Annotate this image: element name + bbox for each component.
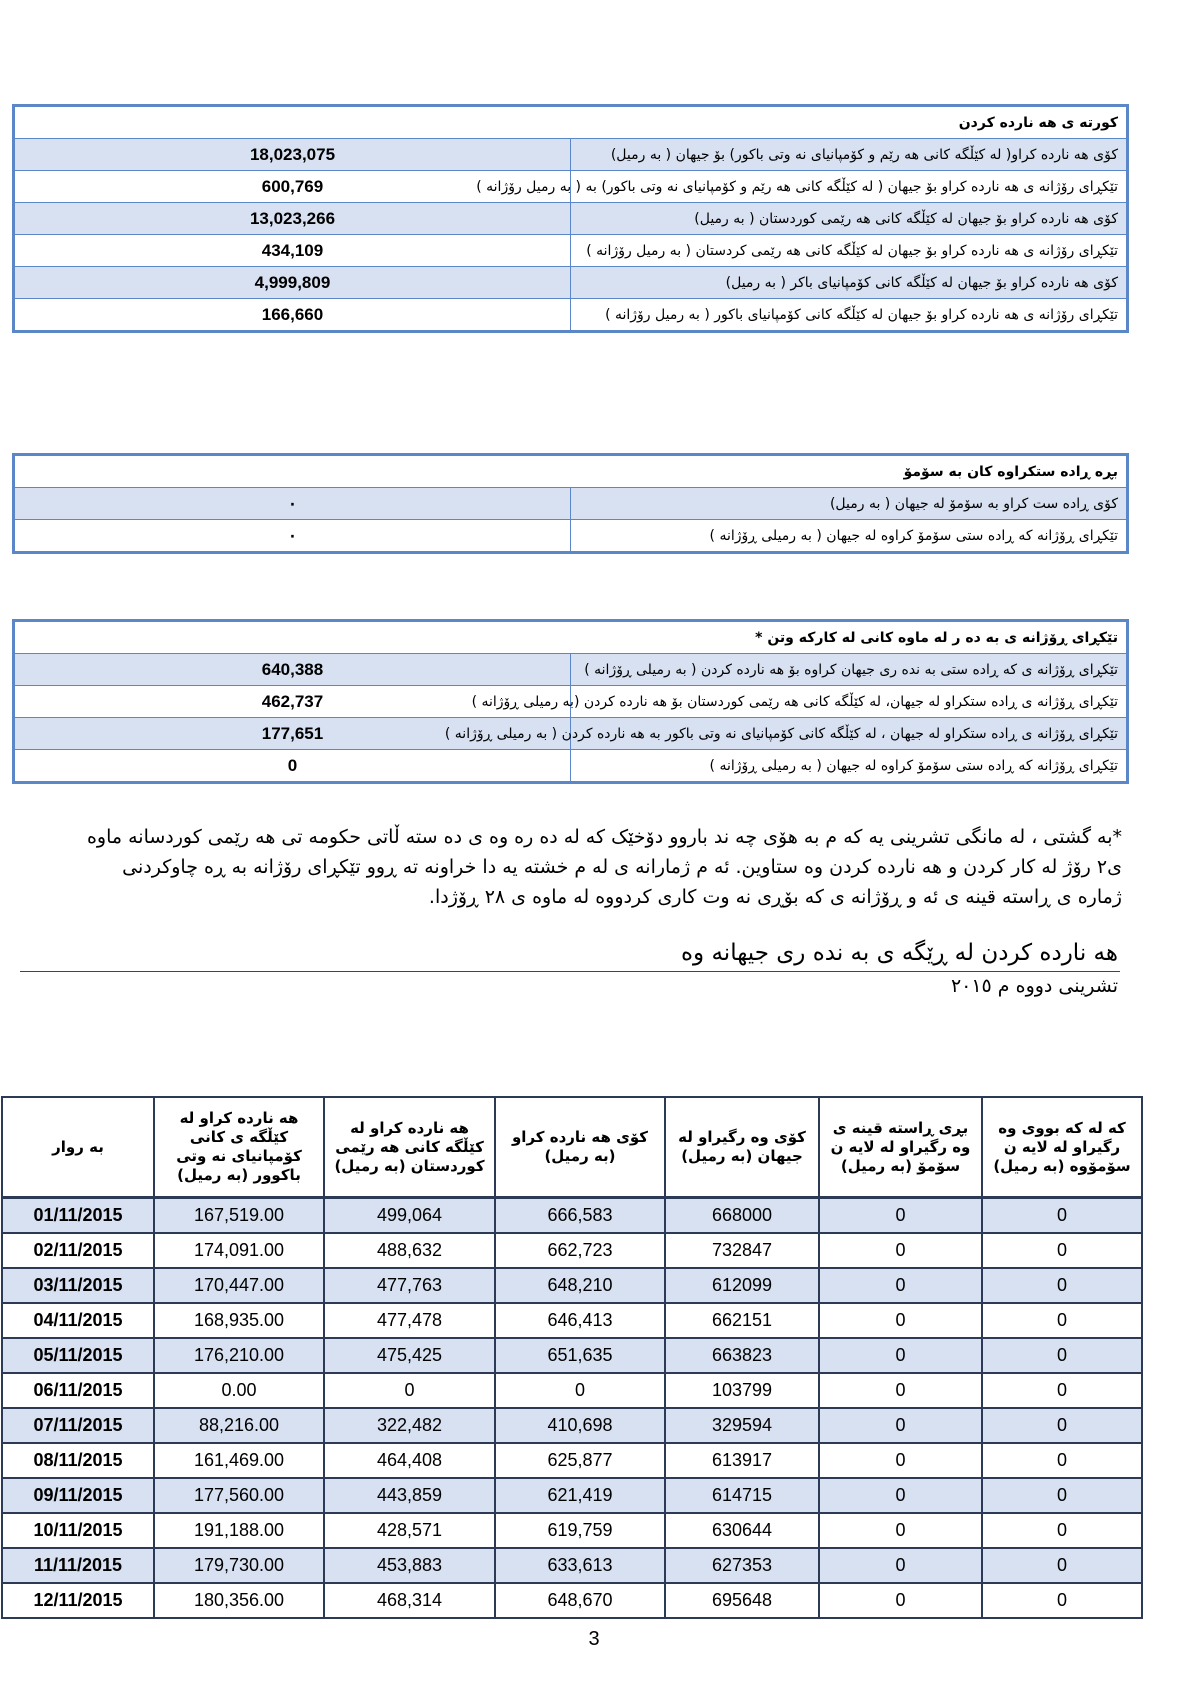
table-row: 18,023,075 کۆی هه ناردە کراو( له کێڵگه کانی هه رێم و کۆمپانیای نه وتی باکور) بۆ جیهان ( به رمیل) <box>15 139 1127 171</box>
value-cell: 666,583 <box>495 1198 665 1234</box>
value-cell: 0.00 <box>154 1373 324 1408</box>
value-cell: 0 <box>982 1513 1142 1548</box>
value-cell: 161,469.00 <box>154 1443 324 1478</box>
value-cell: 168,935.00 <box>154 1303 324 1338</box>
value-cell: 0 <box>819 1303 982 1338</box>
date-cell: 07/11/2015 <box>2 1408 154 1443</box>
delivered-title: بڕه ڕاده ستکراوه کان به سۆمۆ <box>15 456 1127 488</box>
header-received-ceyhan: کۆی وه رگیراو له جیهان (به رمیل) <box>665 1097 819 1198</box>
table-row: 166,660 تێکڕای رۆژانه ی هه ناردە کراو بۆ جیهان له کێڵگه کانی کۆمپانیای باکور ( به رمیل رۆژانه ) <box>15 299 1127 331</box>
value-cell: 0 <box>495 1373 665 1408</box>
value-cell: 614715 <box>665 1478 819 1513</box>
header-total-exported: کۆی هه ناردە کراو (به رمیل) <box>495 1097 665 1198</box>
header-somo-cumulative: که له که بووی وه رگیراو له لایه ن سۆمۆوه (به رمیل) <box>982 1097 1142 1198</box>
table-row <box>2 1198 1142 1234</box>
value-cell: 0 <box>819 1478 982 1513</box>
value-cell: 646,413 <box>495 1303 665 1338</box>
value-cell: 0 <box>982 1443 1142 1478</box>
value-cell: 648,670 <box>495 1583 665 1618</box>
table-row <box>2 1408 1142 1443</box>
header-date: به روار <box>2 1097 154 1198</box>
value-cell: 191,188.00 <box>154 1513 324 1548</box>
date-cell: 11/11/2015 <box>2 1548 154 1583</box>
date-cell: 05/11/2015 <box>2 1338 154 1373</box>
date-cell: 09/11/2015 <box>2 1478 154 1513</box>
header-krg-fields: هه ناردە کراو له کێڵگه کانی هه رێمی کوردستان (به رمیل) <box>324 1097 495 1198</box>
value-cell: 0 <box>982 1338 1142 1373</box>
daily-average-table <box>12 619 1129 784</box>
value-cell: 630644 <box>665 1513 819 1548</box>
value-cell: 633,613 <box>495 1548 665 1583</box>
table-row <box>2 1233 1142 1268</box>
value-cell: 103799 <box>665 1373 819 1408</box>
value-cell: 0 <box>819 1548 982 1583</box>
value-cell: 488,632 <box>324 1233 495 1268</box>
section-title: هه ناردە کردن له ڕێگه ی به نده ری جیهانه وه <box>681 940 1118 966</box>
value-cell: 176,210.00 <box>154 1338 324 1373</box>
value-cell: 0 <box>982 1233 1142 1268</box>
table-row: 462,737 تێکڕای ڕۆژانه ی ڕاده ستکراو له جیهان، له کێڵگه کانی هه رێمی کوردستان بۆ هه ناردە کردن (به رمیلی ڕۆژانه ) <box>15 686 1127 718</box>
value-cell: 0 <box>982 1408 1142 1443</box>
value-cell: 0 <box>982 1303 1142 1338</box>
value-cell: 0 <box>819 1233 982 1268</box>
value-cell: 732847 <box>665 1233 819 1268</box>
value-cell: 0 <box>982 1583 1142 1618</box>
date-cell: 01/11/2015 <box>2 1198 154 1234</box>
value-cell: 695648 <box>665 1583 819 1618</box>
value-cell: 468,314 <box>324 1583 495 1618</box>
table-row <box>2 1548 1142 1583</box>
value-cell: 464,408 <box>324 1443 495 1478</box>
date-cell: 10/11/2015 <box>2 1513 154 1548</box>
value-cell: 179,730.00 <box>154 1548 324 1583</box>
table-row: 4,999,809 کۆی هه ناردە کراو بۆ جیهان له کێڵگه کانی کۆمپانیای باکر ( به رمیل) <box>15 267 1127 299</box>
value-cell: 0 <box>819 1373 982 1408</box>
value-cell: 621,419 <box>495 1478 665 1513</box>
value-cell: 180,356.00 <box>154 1583 324 1618</box>
value-cell: 170,447.00 <box>154 1268 324 1303</box>
table-row <box>2 1338 1142 1373</box>
value-cell: 0 <box>819 1198 982 1234</box>
value-cell: 0 <box>324 1373 495 1408</box>
value-cell: 0 <box>982 1268 1142 1303</box>
value-cell: 88,216.00 <box>154 1408 324 1443</box>
value-cell: 177,560.00 <box>154 1478 324 1513</box>
table-row <box>2 1478 1142 1513</box>
daily-export-table <box>1 1096 1143 1619</box>
date-cell: 06/11/2015 <box>2 1373 154 1408</box>
value-cell: 663823 <box>665 1338 819 1373</box>
value-cell: 648,210 <box>495 1268 665 1303</box>
date-cell: 04/11/2015 <box>2 1303 154 1338</box>
value-cell: 0 <box>819 1443 982 1478</box>
value-cell: 329594 <box>665 1408 819 1443</box>
delivered-table <box>12 453 1129 554</box>
value-cell: 0 <box>819 1513 982 1548</box>
value-cell: 612099 <box>665 1268 819 1303</box>
value-cell: 410,698 <box>495 1408 665 1443</box>
table-row <box>2 1303 1142 1338</box>
value-cell: 0 <box>982 1373 1142 1408</box>
value-cell: 443,859 <box>324 1478 495 1513</box>
value-cell: 668000 <box>665 1198 819 1234</box>
table-row <box>2 1443 1142 1478</box>
page-number: 3 <box>588 1628 600 1650</box>
value-cell: 428,571 <box>324 1513 495 1548</box>
daily-average-title: تێکڕای ڕۆژانه ی به ده ر له ماوه کانی له کارکه وتن * <box>15 622 1127 654</box>
table-row: 13,023,266 کۆی هه ناردە کراو بۆ جیهان له کێڵگه کانی هه رێمی کوردستان ( به رمیل) <box>15 203 1127 235</box>
table-row: 640,388 تێکڕای ڕۆژانه ی که ڕاده ستی به نده ری جیهان کراوه بۆ هه ناردە کردن ( به رمیلی ڕۆژانه ) <box>15 654 1127 686</box>
table-row: 600,769 تێکڕای رۆژانه ی هه ناردە کراو بۆ جیهان ( له کێڵگه کانی هه رێم و کۆمپانیای نه وتی باکور) به ( به رمیل رۆژانه ) <box>15 171 1127 203</box>
value-cell: 322,482 <box>324 1408 495 1443</box>
table-row: 177,651 تێکڕای ڕۆژانه ی ڕاده ستکراو له جیهان ، له کێڵگه کانی کۆمپانیای نه وتی باکور به هه ناردە کردن ( به رمیلی ڕۆژانه ) <box>15 718 1127 750</box>
summary-table <box>12 104 1129 333</box>
value-cell: 613917 <box>665 1443 819 1478</box>
value-cell: 475,425 <box>324 1338 495 1373</box>
date-cell: 03/11/2015 <box>2 1268 154 1303</box>
section-subtitle: تشرینی دووه م ٢٠١٥ <box>950 975 1118 997</box>
header-north-oil: هه ناردە کراو له کێڵگه ی کانی کۆمپانیای نه وتی باکوور (به رمیل) <box>154 1097 324 1198</box>
footnote: *به گشتی ، له مانگی تشرینی یه که م به هۆی چه ند باروو دۆخێک که له ده ره وه ی ده سته ڵاتی حکومه تی هه رێمی کوردسانه ماوه ی٢ رۆژ له کار کردن و هه ناردە کردن وه ستاوین. ئه م ژمارانه ی له م خشته یه دا خراونه ته ڕوو تێکڕای رۆژانه به ڕه چاوکردنی ژماره ی ڕاسته قینه ی ئه و ڕۆژانه ی که بۆڕی نه وت کاری کردووه له ماوه ی ٢٨ ڕۆژدا. <box>86 826 1122 908</box>
table-header-row <box>2 1097 1142 1198</box>
table-row <box>2 1513 1142 1548</box>
value-cell: 174,091.00 <box>154 1233 324 1268</box>
value-cell: 499,064 <box>324 1198 495 1234</box>
date-cell: 08/11/2015 <box>2 1443 154 1478</box>
table-row: ٠ تێکڕای ڕۆژانه که ڕاده ستی سۆمۆ کراوه له جیهان ( به رمیلی ڕۆژانه ) <box>15 520 1127 552</box>
table-row: ٠ کۆی ڕاده ست کراو به سۆمۆ له جیهان ( به رمیل) <box>15 488 1127 520</box>
value-cell: 0 <box>982 1198 1142 1234</box>
value-cell: 0 <box>819 1268 982 1303</box>
header-somo-actual: بڕی ڕاسته قینه ی وه رگیراو له لایه ن سۆمۆ (به رمیل) <box>819 1097 982 1198</box>
value-cell: 625,877 <box>495 1443 665 1478</box>
table-row: 0 تێکڕای ڕۆژانه که ڕاده ستی سۆمۆ کراوه له جیهان ( به رمیلی ڕۆژانه ) <box>15 750 1127 782</box>
table-row <box>2 1373 1142 1408</box>
value-cell: 627353 <box>665 1548 819 1583</box>
summary-title: کورته ی هه ناردە کردن <box>15 107 1127 139</box>
value-cell: 0 <box>819 1583 982 1618</box>
section-heading <box>20 935 1120 1000</box>
value-cell: 0 <box>982 1548 1142 1583</box>
value-cell: 0 <box>819 1338 982 1373</box>
value-cell: 0 <box>819 1408 982 1443</box>
table-row <box>2 1583 1142 1618</box>
table-row: 434,109 تێکڕای رۆژانه ی هه ناردە کراو بۆ جیهان له کێڵگه کانی هه رێمی کردستان ( به رمیل رۆژانه ) <box>15 235 1127 267</box>
value-cell: 477,763 <box>324 1268 495 1303</box>
value-cell: 662151 <box>665 1303 819 1338</box>
value-cell: 662,723 <box>495 1233 665 1268</box>
value-cell: 619,759 <box>495 1513 665 1548</box>
date-cell: 12/11/2015 <box>2 1583 154 1618</box>
value-cell: 0 <box>982 1478 1142 1513</box>
table-row <box>2 1268 1142 1303</box>
value-cell: 453,883 <box>324 1548 495 1583</box>
value-cell: 477,478 <box>324 1303 495 1338</box>
date-cell: 02/11/2015 <box>2 1233 154 1268</box>
value-cell: 167,519.00 <box>154 1198 324 1234</box>
value-cell: 651,635 <box>495 1338 665 1373</box>
